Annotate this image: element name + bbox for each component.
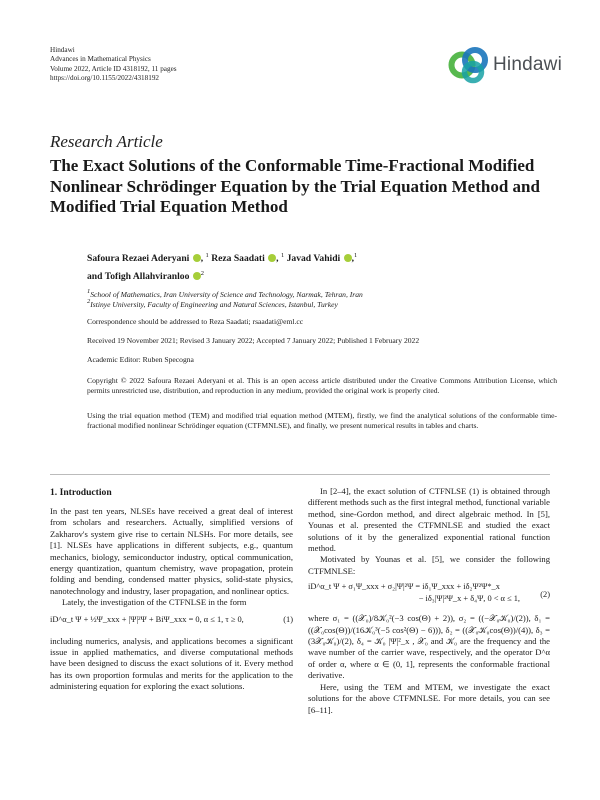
author-list bbox=[87, 248, 557, 284]
doi-link[interactable]: https://doi.org/10.1155/2022/4318192 bbox=[50, 73, 160, 82]
left-column bbox=[50, 506, 293, 693]
orcid-icon[interactable] bbox=[193, 254, 201, 262]
article-type: Research Article bbox=[50, 132, 163, 151]
orcid-icon[interactable] bbox=[193, 272, 201, 280]
publication-dates: Received 19 November 2021; Revised 3 January 2022; Accepted 7 January 2022; Published 1 February 2022 bbox=[87, 336, 420, 345]
orcid-icon[interactable] bbox=[268, 254, 276, 262]
abstract: Using the trial equation method (TEM) and modified trial equation method (MTEM), firstly, we find the analytical solutions of the conformable time-fractional modified nonlinear Schrödinger equation (CTFMNLSE), and finally, we present numerical results in tables and charts. bbox=[87, 411, 557, 430]
journal-info bbox=[50, 46, 177, 83]
hindawi-logo[interactable] bbox=[447, 45, 562, 85]
volume-line: Volume 2022, Article ID 4318192, 11 pages bbox=[50, 64, 177, 73]
publisher-name: Hindawi bbox=[50, 46, 75, 54]
equation-1-body: iD^α_t Ψ + ½Ψ_xxx + |Ψ|²Ψ + BiΨ_xxx = 0, α ≤ 1, τ ≥ 0, bbox=[50, 614, 244, 624]
right-paragraph-2: Motivated by Younas et al. [5], we consider the following CTFMNLSE: bbox=[308, 554, 550, 576]
intro-paragraph-3: including numerics, analysis, and applications becomes a significant issue in applied mathematics, and diverse computational methods have been designed to discuss the exact solutions of it. Every method has its own proportion formulas and merits for the application to the administering equation for exploring the exact solutions. bbox=[50, 635, 293, 692]
hindawi-logo-icon bbox=[447, 45, 491, 85]
author-2[interactable]: Reza Saadati , $^1$ bbox=[211, 252, 285, 264]
paper-title: The Exact Solutions of the Conformable Time-Fractional Modified Nonlinear Schrödinger Equation by the Trial Equation Method and Modified Trial Equation Method bbox=[50, 156, 540, 216]
equation-1-number: (1) bbox=[283, 614, 293, 624]
author-1[interactable]: Safoura Rezaei Aderyani , $^1$ bbox=[87, 252, 209, 264]
correspondence: Correspondence should be addressed to Reza Saadati; rsaadati@eml.cc bbox=[87, 317, 304, 326]
equation-2-line-1: iD^α_t Ψ + σ₁Ψ_xxx + σ₂|Ψ|²Ψ = iδ₁Ψ_xxx + iδ₂Ψ²Ψ*_x bbox=[308, 582, 500, 592]
equation-2 bbox=[308, 577, 550, 613]
right-paragraph-3: where σ₁ = ((𝒳₀)/8𝒦₀²(−3 cos(Θ) + 2)), σ₂ = ((−𝒳₀𝒦₀)/(2)), δ₁ = ((𝒳₀cos(Θ))/(16𝒦₀³(−5 cos²(Θ) − 6))), δ₂ = ((𝒳₀𝒦₀cos(Θ))/(4)), δ₃ = (3𝒳₀𝒦₀)/(2), δ₄ = 𝒦₀ |Ψ|²_x , 𝒳₀ and 𝒦₀ are the frequency and the wave number of the carrier wave, respectively, and the operator D^α of order α, where α ∈ (0, 1], represents the conformable fractional derivative. bbox=[308, 613, 550, 681]
author-3[interactable]: Javad Vahidi ,$^1$ bbox=[286, 252, 358, 264]
right-paragraph-1: In [2–4], the exact solution of CTFNLSE (1) is obtained through different methods such as the first integral method, functional variable method, sine-Gordon method, and direct algebraic method. In [5], Younas et al. presented the CTFMNLSE and studied the exact solutions of it by the generalized exponential rational function method. bbox=[308, 486, 550, 554]
copyright-notice: Copyright © 2022 Safoura Rezaei Aderyani et al. This is an open access article distributed under the Creative Commons Attribution License, which permits unrestricted use, distribution, and reproduction in any medium, provided the original work is properly cited. bbox=[87, 376, 557, 395]
affiliation-1: $^1$School of Mathematics, Iran University of Science and Technology, Narmak, Tehran, Iran bbox=[87, 288, 363, 299]
intro-paragraph-1: In the past ten years, NLSEs have received a great deal of interest from scholars and researchers. Actually, simplified versions of Zakharov's system give rise to certain NLSHs. For more details, see [1]. NLSEs have applications in different subjects, e.g., quantum mechanics, biology, semiconductor industry, optical communication, energy quantization, quantum chemistry, wave propagation, protein folding and bending, condensed matter physics, solid-state physics, nanotechnology and industry, laser propagation, and nonlinear optics. bbox=[50, 506, 293, 596]
right-paragraph-4: Here, using the TEM and MTEM, we investigate the exact solutions for the above CTFMNLSE. For more details, you can see [6–11]. bbox=[308, 681, 550, 715]
journal-name: Advances in Mathematical Physics bbox=[50, 55, 151, 64]
intro-paragraph-2: Lately, the investigation of the CTFNLSE in the form bbox=[62, 597, 247, 608]
author-4[interactable]: and Tofigh Allahviranloo $^2$ bbox=[87, 270, 205, 282]
equation-2-number: (2) bbox=[540, 590, 550, 600]
right-column bbox=[308, 486, 550, 716]
equation-2-line-2: − iδ₃|Ψ|²Ψ_x + δ₄Ψ, 0 < α ≤ 1, bbox=[418, 593, 520, 603]
academic-editor: Academic Editor: Ruben Specogna bbox=[87, 355, 194, 364]
section-heading: 1. Introduction bbox=[50, 487, 112, 498]
logo-text: Hindawi bbox=[493, 54, 562, 75]
affiliation-2: $^2$Istinye University, Faculty of Engineering and Natural Sciences, Istanbul, Turkey bbox=[87, 298, 338, 309]
orcid-icon[interactable] bbox=[344, 254, 352, 262]
equation-1 bbox=[50, 609, 293, 636]
section-divider bbox=[50, 474, 550, 475]
